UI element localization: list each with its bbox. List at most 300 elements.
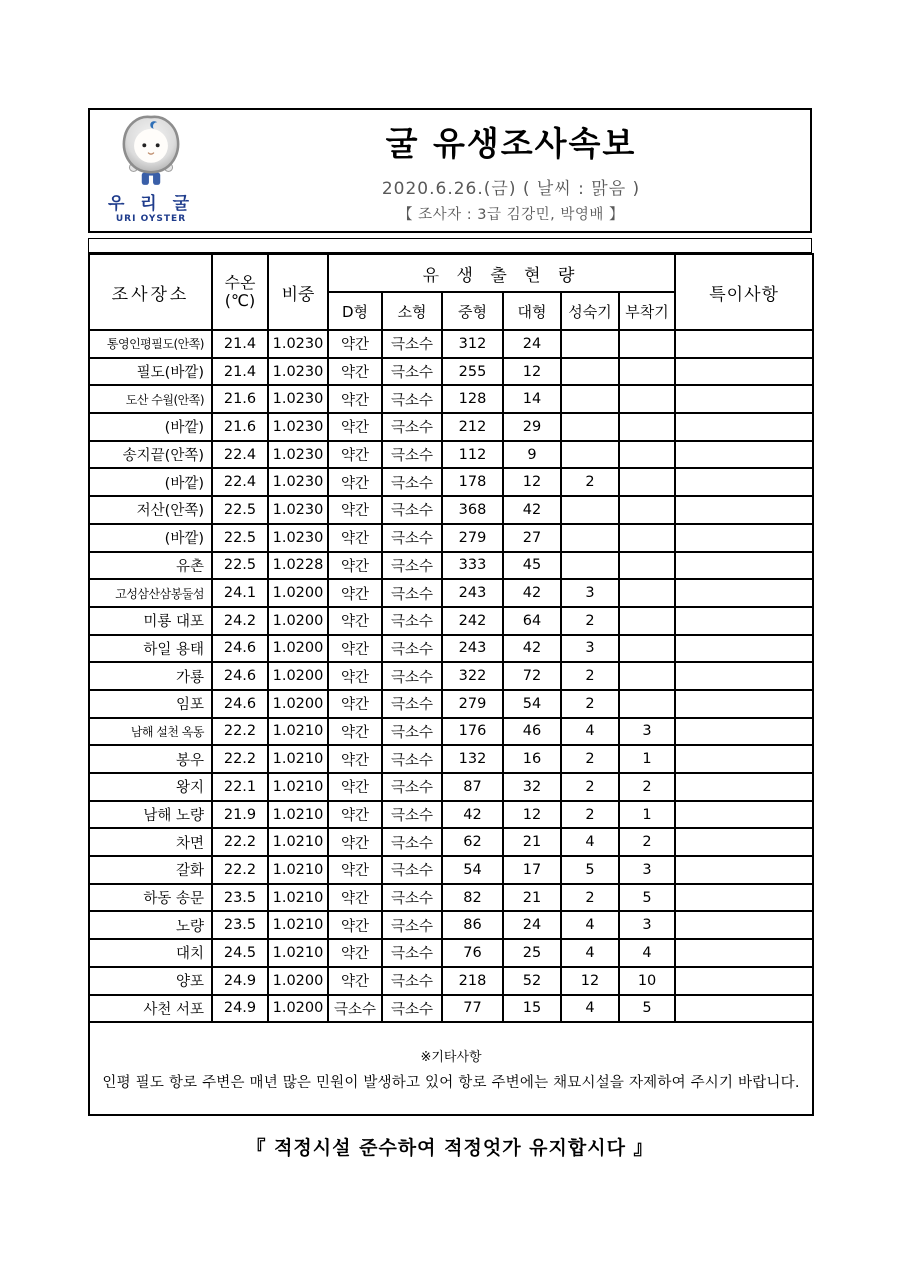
large-cell: 64: [503, 607, 561, 635]
table-row: [89, 911, 813, 939]
remark-cell: [675, 911, 813, 939]
large-cell: 24: [503, 330, 561, 358]
temp-cell: 21.6: [212, 413, 268, 441]
medium-cell: 218: [442, 967, 503, 995]
medium-cell: 243: [442, 635, 503, 663]
d-stage-cell: 약간: [328, 662, 382, 690]
small-cell: 극소수: [382, 468, 442, 496]
medium-cell: 86: [442, 911, 503, 939]
d-stage-cell: 약간: [328, 828, 382, 856]
table-row: [89, 718, 813, 746]
attach-cell: 5: [619, 884, 675, 912]
place-cell: 필도(바깥): [89, 358, 212, 386]
large-cell: 12: [503, 468, 561, 496]
mature-cell: 2: [561, 773, 619, 801]
gravity-cell: 1.0200: [268, 635, 328, 663]
place-cell: 남해 설천 옥동: [89, 718, 212, 746]
large-cell: 42: [503, 496, 561, 524]
logo: [90, 110, 212, 231]
temp-cell: 21.9: [212, 801, 268, 829]
col-group-larvae: 유 생 출 현 량: [328, 254, 675, 292]
gravity-cell: 1.0230: [268, 441, 328, 469]
remark-cell: [675, 330, 813, 358]
small-cell: 극소수: [382, 939, 442, 967]
spacer-strip: [88, 238, 812, 253]
attach-cell: 3: [619, 856, 675, 884]
col-header-medium: 중형: [442, 292, 503, 330]
medium-cell: 333: [442, 552, 503, 580]
mature-cell: 2: [561, 745, 619, 773]
temp-cell: 24.6: [212, 690, 268, 718]
large-cell: 46: [503, 718, 561, 746]
d-stage-cell: 약간: [328, 496, 382, 524]
mature-cell: 12: [561, 967, 619, 995]
mature-cell: 2: [561, 468, 619, 496]
gravity-cell: 1.0230: [268, 496, 328, 524]
d-stage-cell: 약간: [328, 468, 382, 496]
place-cell: 저산(안쪽): [89, 496, 212, 524]
remark-cell: [675, 773, 813, 801]
remark-cell: [675, 718, 813, 746]
d-stage-cell: 약간: [328, 441, 382, 469]
medium-cell: 242: [442, 607, 503, 635]
table-row: [89, 552, 813, 580]
d-stage-cell: 극소수: [328, 995, 382, 1023]
large-cell: 14: [503, 385, 561, 413]
table-row: [89, 967, 813, 995]
table-row: [89, 828, 813, 856]
temp-cell: 22.5: [212, 552, 268, 580]
medium-cell: 54: [442, 856, 503, 884]
table-row: [89, 939, 813, 967]
col-header-gravity: 비중: [268, 254, 328, 330]
d-stage-cell: 약간: [328, 552, 382, 580]
table-row: [89, 358, 813, 386]
attach-cell: 2: [619, 773, 675, 801]
remark-cell: [675, 995, 813, 1023]
attach-cell: [619, 662, 675, 690]
attach-cell: [619, 635, 675, 663]
table-row: [89, 801, 813, 829]
d-stage-cell: 약간: [328, 773, 382, 801]
temp-cell: 22.5: [212, 524, 268, 552]
attach-cell: [619, 385, 675, 413]
d-stage-cell: 약간: [328, 939, 382, 967]
gravity-cell: 1.0210: [268, 939, 328, 967]
attach-cell: 3: [619, 718, 675, 746]
remark-cell: [675, 524, 813, 552]
oyster-mascot-icon: [118, 114, 184, 196]
temp-cell: 22.4: [212, 441, 268, 469]
temp-cell: 24.9: [212, 995, 268, 1023]
mature-cell: [561, 330, 619, 358]
d-stage-cell: 약간: [328, 967, 382, 995]
remark-cell: [675, 828, 813, 856]
d-stage-cell: 약간: [328, 607, 382, 635]
place-cell: 유촌: [89, 552, 212, 580]
gravity-cell: 1.0210: [268, 884, 328, 912]
gravity-cell: 1.0210: [268, 856, 328, 884]
gravity-cell: 1.0210: [268, 718, 328, 746]
mature-cell: [561, 441, 619, 469]
medium-cell: 255: [442, 358, 503, 386]
remark-cell: [675, 967, 813, 995]
small-cell: 극소수: [382, 995, 442, 1023]
mature-cell: [561, 524, 619, 552]
large-cell: 15: [503, 995, 561, 1023]
gravity-cell: 1.0210: [268, 801, 328, 829]
d-stage-cell: 약간: [328, 801, 382, 829]
mature-cell: [561, 552, 619, 580]
table-row: [89, 995, 813, 1023]
medium-cell: 87: [442, 773, 503, 801]
attach-cell: [619, 690, 675, 718]
table-row: [89, 579, 813, 607]
table-row: [89, 385, 813, 413]
gravity-cell: 1.0200: [268, 579, 328, 607]
place-cell: 왕지: [89, 773, 212, 801]
small-cell: 극소수: [382, 856, 442, 884]
table-header: [89, 254, 813, 330]
place-cell: 노량: [89, 911, 212, 939]
medium-cell: 176: [442, 718, 503, 746]
small-cell: 극소수: [382, 552, 442, 580]
remark-cell: [675, 385, 813, 413]
small-cell: 극소수: [382, 690, 442, 718]
gravity-cell: 1.0200: [268, 995, 328, 1023]
temp-cell: 24.1: [212, 579, 268, 607]
large-cell: 72: [503, 662, 561, 690]
medium-cell: 279: [442, 690, 503, 718]
remark-cell: [675, 801, 813, 829]
mature-cell: 5: [561, 856, 619, 884]
medium-cell: 76: [442, 939, 503, 967]
large-cell: 24: [503, 911, 561, 939]
mature-cell: [561, 413, 619, 441]
etc-note-label: ※기타사항: [420, 1049, 482, 1065]
table-row: [89, 856, 813, 884]
small-cell: 극소수: [382, 496, 442, 524]
gravity-cell: 1.0210: [268, 911, 328, 939]
small-cell: 극소수: [382, 662, 442, 690]
remark-cell: [675, 939, 813, 967]
gravity-cell: 1.0230: [268, 468, 328, 496]
table-body: [89, 330, 813, 1022]
d-stage-cell: 약간: [328, 718, 382, 746]
large-cell: 12: [503, 358, 561, 386]
col-header-mature: 성숙기: [561, 292, 619, 330]
mature-cell: 4: [561, 995, 619, 1023]
temp-header-line1: 수온: [224, 272, 256, 292]
place-cell: 갈화: [89, 856, 212, 884]
mature-cell: 4: [561, 911, 619, 939]
attach-cell: [619, 607, 675, 635]
temp-cell: 23.5: [212, 884, 268, 912]
attach-cell: [619, 468, 675, 496]
d-stage-cell: 약간: [328, 330, 382, 358]
temp-cell: 21.6: [212, 385, 268, 413]
col-header-temp: [212, 254, 268, 330]
mature-cell: 2: [561, 607, 619, 635]
small-cell: 극소수: [382, 579, 442, 607]
temp-header-line2: (℃): [224, 291, 256, 310]
large-cell: 27: [503, 524, 561, 552]
temp-cell: 22.1: [212, 773, 268, 801]
mature-cell: [561, 496, 619, 524]
gravity-cell: 1.0200: [268, 607, 328, 635]
header-main: [212, 110, 810, 231]
small-cell: 극소수: [382, 358, 442, 386]
temp-cell: 24.2: [212, 607, 268, 635]
small-cell: 극소수: [382, 385, 442, 413]
d-stage-cell: 약간: [328, 413, 382, 441]
large-cell: 9: [503, 441, 561, 469]
table-row: [89, 745, 813, 773]
remark-cell: [675, 579, 813, 607]
place-cell: 미룡 대포: [89, 607, 212, 635]
table-row: [89, 773, 813, 801]
medium-cell: 368: [442, 496, 503, 524]
mature-cell: 2: [561, 662, 619, 690]
table-row: [89, 690, 813, 718]
attach-cell: [619, 552, 675, 580]
remark-cell: [675, 662, 813, 690]
gravity-cell: 1.0230: [268, 524, 328, 552]
attach-cell: 1: [619, 745, 675, 773]
place-cell: 사천 서포: [89, 995, 212, 1023]
medium-cell: 312: [442, 330, 503, 358]
d-stage-cell: 약간: [328, 856, 382, 884]
place-cell: 송지끝(안쪽): [89, 441, 212, 469]
gravity-cell: 1.0230: [268, 358, 328, 386]
d-stage-cell: 약간: [328, 358, 382, 386]
place-cell: 통영인평필도(안쪽): [89, 330, 212, 358]
small-cell: 극소수: [382, 745, 442, 773]
large-cell: 42: [503, 579, 561, 607]
logo-name: 우 리 굴: [107, 194, 195, 214]
mature-cell: 4: [561, 828, 619, 856]
gravity-cell: 1.0230: [268, 413, 328, 441]
col-header-attach: 부착기: [619, 292, 675, 330]
table-row: [89, 496, 813, 524]
table-row: [89, 441, 813, 469]
remark-cell: [675, 413, 813, 441]
remark-cell: [675, 884, 813, 912]
attach-cell: 1: [619, 801, 675, 829]
small-cell: 극소수: [382, 635, 442, 663]
table-row: [89, 607, 813, 635]
place-cell: 봉우: [89, 745, 212, 773]
large-cell: 52: [503, 967, 561, 995]
d-stage-cell: 약간: [328, 579, 382, 607]
report-page: [88, 108, 812, 1160]
remark-cell: [675, 441, 813, 469]
col-header-note: 특이사항: [675, 254, 813, 330]
remark-cell: [675, 690, 813, 718]
gravity-cell: 1.0210: [268, 828, 328, 856]
place-cell: 도산 수월(안쪽): [89, 385, 212, 413]
logo-subtitle: URI OYSTER: [115, 213, 187, 224]
table-row: [89, 330, 813, 358]
temp-cell: 24.6: [212, 662, 268, 690]
attach-cell: [619, 579, 675, 607]
medium-cell: 178: [442, 468, 503, 496]
medium-cell: 132: [442, 745, 503, 773]
mature-cell: 2: [561, 690, 619, 718]
gravity-cell: 1.0200: [268, 967, 328, 995]
mature-cell: 3: [561, 635, 619, 663]
large-cell: 54: [503, 690, 561, 718]
remark-cell: [675, 552, 813, 580]
attach-cell: [619, 413, 675, 441]
large-cell: 21: [503, 884, 561, 912]
medium-cell: 128: [442, 385, 503, 413]
report-date: 2020.6.26.(금) ( 날씨 : 맑음 ): [381, 179, 641, 199]
small-cell: 극소수: [382, 884, 442, 912]
page-title: 굴 유생조사속보: [385, 124, 637, 163]
gravity-cell: 1.0200: [268, 662, 328, 690]
temp-cell: 22.5: [212, 496, 268, 524]
table-row: [89, 884, 813, 912]
gravity-cell: 1.0200: [268, 690, 328, 718]
small-cell: 극소수: [382, 441, 442, 469]
report-header: [88, 108, 812, 233]
small-cell: 극소수: [382, 828, 442, 856]
col-header-d-stage: D형: [328, 292, 382, 330]
temp-cell: 24.5: [212, 939, 268, 967]
place-cell: (바깥): [89, 413, 212, 441]
medium-cell: 77: [442, 995, 503, 1023]
mature-cell: 4: [561, 939, 619, 967]
attach-cell: 4: [619, 939, 675, 967]
medium-cell: 112: [442, 441, 503, 469]
small-cell: 극소수: [382, 911, 442, 939]
table-row: [89, 413, 813, 441]
remark-cell: [675, 856, 813, 884]
medium-cell: 42: [442, 801, 503, 829]
temp-cell: 22.2: [212, 828, 268, 856]
place-cell: 고성삼산삼봉둘섬: [89, 579, 212, 607]
large-cell: 16: [503, 745, 561, 773]
remark-cell: [675, 635, 813, 663]
attach-cell: 3: [619, 911, 675, 939]
mature-cell: 2: [561, 884, 619, 912]
gravity-cell: 1.0230: [268, 385, 328, 413]
medium-cell: 212: [442, 413, 503, 441]
place-cell: 임포: [89, 690, 212, 718]
temp-cell: 23.5: [212, 911, 268, 939]
large-cell: 32: [503, 773, 561, 801]
small-cell: 극소수: [382, 524, 442, 552]
place-cell: 하일 용태: [89, 635, 212, 663]
small-cell: 극소수: [382, 718, 442, 746]
mature-cell: [561, 385, 619, 413]
small-cell: 극소수: [382, 773, 442, 801]
attach-cell: [619, 330, 675, 358]
large-cell: 29: [503, 413, 561, 441]
remark-cell: [675, 468, 813, 496]
remark-cell: [675, 358, 813, 386]
medium-cell: 82: [442, 884, 503, 912]
col-header-large: 대형: [503, 292, 561, 330]
temp-cell: 24.6: [212, 635, 268, 663]
etc-note-cell: [89, 1022, 813, 1115]
small-cell: 극소수: [382, 413, 442, 441]
col-header-small: 소형: [382, 292, 442, 330]
gravity-cell: 1.0230: [268, 330, 328, 358]
place-cell: 남해 노량: [89, 801, 212, 829]
table-row: [89, 662, 813, 690]
large-cell: 42: [503, 635, 561, 663]
medium-cell: 279: [442, 524, 503, 552]
attach-cell: [619, 524, 675, 552]
gravity-cell: 1.0210: [268, 745, 328, 773]
place-cell: 대치: [89, 939, 212, 967]
temp-cell: 21.4: [212, 330, 268, 358]
d-stage-cell: 약간: [328, 385, 382, 413]
medium-cell: 322: [442, 662, 503, 690]
remark-cell: [675, 496, 813, 524]
mature-cell: 3: [561, 579, 619, 607]
temp-cell: 22.2: [212, 745, 268, 773]
d-stage-cell: 약간: [328, 635, 382, 663]
mature-cell: 2: [561, 801, 619, 829]
remark-cell: [675, 745, 813, 773]
table-row: [89, 635, 813, 663]
temp-cell: 24.9: [212, 967, 268, 995]
large-cell: 25: [503, 939, 561, 967]
d-stage-cell: 약간: [328, 911, 382, 939]
medium-cell: 62: [442, 828, 503, 856]
small-cell: 극소수: [382, 801, 442, 829]
place-cell: 가룡: [89, 662, 212, 690]
attach-cell: [619, 441, 675, 469]
remark-cell: [675, 607, 813, 635]
surveyor-line: 【 조사자 : 3급 김강민, 박영배 】: [398, 207, 624, 223]
place-cell: (바깥): [89, 468, 212, 496]
attach-cell: [619, 358, 675, 386]
d-stage-cell: 약간: [328, 884, 382, 912]
large-cell: 17: [503, 856, 561, 884]
large-cell: 21: [503, 828, 561, 856]
temp-cell: 22.2: [212, 718, 268, 746]
small-cell: 극소수: [382, 330, 442, 358]
mature-cell: 4: [561, 718, 619, 746]
d-stage-cell: 약간: [328, 690, 382, 718]
gravity-cell: 1.0210: [268, 773, 328, 801]
place-cell: 양포: [89, 967, 212, 995]
attach-cell: 2: [619, 828, 675, 856]
small-cell: 극소수: [382, 967, 442, 995]
large-cell: 12: [503, 801, 561, 829]
attach-cell: 10: [619, 967, 675, 995]
survey-table: [88, 253, 814, 1116]
attach-cell: 5: [619, 995, 675, 1023]
col-header-place: 조사장소: [89, 254, 212, 330]
footer-slogan: 『 적정시설 준수하여 적정엇가 유지합시다 』: [246, 1137, 654, 1160]
place-cell: (바깥): [89, 524, 212, 552]
temp-cell: 22.4: [212, 468, 268, 496]
temp-cell: 22.2: [212, 856, 268, 884]
temp-cell: 21.4: [212, 358, 268, 386]
mature-cell: [561, 358, 619, 386]
small-cell: 극소수: [382, 607, 442, 635]
large-cell: 45: [503, 552, 561, 580]
place-cell: 하동 송문: [89, 884, 212, 912]
d-stage-cell: 약간: [328, 524, 382, 552]
d-stage-cell: 약간: [328, 745, 382, 773]
place-cell: 차면: [89, 828, 212, 856]
